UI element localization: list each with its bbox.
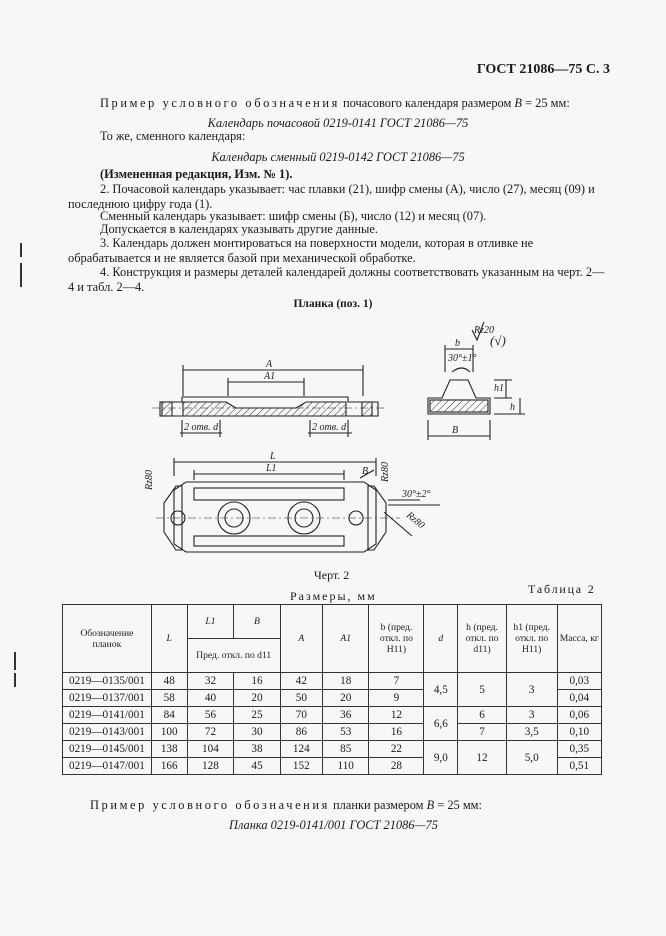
label-check: (√) <box>490 333 506 348</box>
paragraph-shift: Сменный календарь указывает: шифр смены (Б), число (12) и месяц (07). <box>100 209 487 223</box>
example-line-2 <box>90 798 630 813</box>
drawing-caption: Черт. 2 <box>314 568 350 582</box>
table-row <box>63 673 602 690</box>
cell-B: 38 <box>234 741 281 758</box>
table-title: Размеры, мм <box>290 589 377 603</box>
cell-B: 30 <box>234 724 281 741</box>
cell-A1: 18 <box>322 673 369 690</box>
plate-hatch <box>183 402 346 416</box>
cell-L1: 56 <box>187 707 234 724</box>
cell-b: 28 <box>369 758 424 775</box>
page-header: ГОСТ 21086—75 С. 3 <box>476 62 610 77</box>
cell-b: 22 <box>369 741 424 758</box>
designation-1: Календарь почасовой 0219-0141 ГОСТ 21086—75 <box>207 116 469 130</box>
col-A1: A1 <box>322 605 369 673</box>
plate-top-outline <box>174 482 376 552</box>
side-hatch <box>430 400 488 412</box>
b-variable-2: B <box>426 798 435 812</box>
margin-mark <box>14 652 16 670</box>
cell-mass: 0,06 <box>557 707 601 724</box>
same-text: То же, сменного календаря: <box>100 129 246 143</box>
col-b: b (пред. откл. по H11) <box>369 605 424 673</box>
cell-A1: 53 <box>322 724 369 741</box>
table-label: Таблица 2 <box>528 582 596 596</box>
cell-A: 42 <box>280 673 322 690</box>
cell-A1: 20 <box>322 690 369 707</box>
plate-hatch-right <box>362 402 372 416</box>
col-tolerance: Пред. откл. по d11 <box>187 639 280 673</box>
label-rz80-left: Rz80 <box>144 470 155 490</box>
cell-A: 70 <box>280 707 322 724</box>
cell-mass: 0,04 <box>557 690 601 707</box>
cell-d: 4,5 <box>424 673 458 707</box>
cell-b: 7 <box>369 673 424 690</box>
cell-A1: 85 <box>322 741 369 758</box>
table-row <box>63 707 602 724</box>
cell-A1: 110 <box>322 758 369 775</box>
cell-L: 84 <box>151 707 187 724</box>
table-row <box>63 741 602 758</box>
example-spaced: Пример условного обозначения <box>100 96 340 110</box>
cell-designation: 0219—0147/001 <box>63 758 152 775</box>
col-h1: h1 (пред. откл. по H11) <box>506 605 557 673</box>
label-A1: A1 <box>264 371 276 382</box>
example2-spaced: Пример условного обозначения <box>90 798 330 812</box>
cell-mass: 0,10 <box>557 724 601 741</box>
label-angle1: 30°±1° <box>448 353 477 364</box>
label-b: b <box>455 338 460 349</box>
col-L1: L1 <box>187 605 234 639</box>
col-B: B <box>234 605 281 639</box>
label-holes-right: 2 отв. d <box>312 422 347 433</box>
label-holes-left: 2 отв. d <box>184 422 219 433</box>
b-variable: B <box>514 96 522 110</box>
cell-designation: 0219—0143/001 <box>63 724 152 741</box>
cell-d: 9,0 <box>424 741 458 775</box>
col-h: h (пред. откл. по d11) <box>458 605 507 673</box>
cell-designation: 0219—0137/001 <box>63 690 152 707</box>
label-L: L <box>270 451 276 462</box>
cell-L: 58 <box>151 690 187 707</box>
cell-B: 25 <box>234 707 281 724</box>
label-rz20: Rz20 <box>474 325 494 336</box>
cell-A1: 36 <box>322 707 369 724</box>
cell-L: 100 <box>151 724 187 741</box>
cell-A: 124 <box>280 741 322 758</box>
cell-A: 86 <box>280 724 322 741</box>
col-A: A <box>280 605 322 673</box>
cell-mass: 0,03 <box>557 673 601 690</box>
cell-L: 138 <box>151 741 187 758</box>
col-L: L <box>151 605 187 673</box>
cell-L1: 72 <box>187 724 234 741</box>
revision-note: (Измененная редакция, Изм. № 1). <box>100 167 293 181</box>
example-rest: почасового календаря размером <box>339 96 515 110</box>
cell-designation: 0219—0145/001 <box>63 741 152 758</box>
label-h: h <box>510 402 515 413</box>
col-d: d <box>424 605 458 673</box>
cell-A: 152 <box>280 758 322 775</box>
cell-B: 16 <box>234 673 281 690</box>
label-rz80-top: Rz80 <box>380 462 391 482</box>
cell-h1: 3 <box>506 707 557 724</box>
designation-2: Календарь сменный 0219-0142 ГОСТ 21086—75 <box>211 150 465 164</box>
paragraph-4: 4. Конструкция и размеры деталей календарей должны соответствовать указанным на черт. 2—4 и табл. 2—4. <box>68 265 605 294</box>
cell-designation: 0219—0141/001 <box>63 707 152 724</box>
cell-B: 20 <box>234 690 281 707</box>
col-designation: Обозначение планок <box>63 605 152 673</box>
plate-hatch-left <box>162 402 172 416</box>
cell-b: 16 <box>369 724 424 741</box>
cell-B: 45 <box>234 758 281 775</box>
cell-h1: 3 <box>506 673 557 707</box>
label-B-top: B <box>362 466 369 477</box>
top-slot-upper <box>194 488 344 500</box>
cell-h: 12 <box>458 741 507 775</box>
cell-h: 6 <box>458 707 507 724</box>
drawing-title: Планка (поз. 1) <box>293 298 373 310</box>
cell-h: 5 <box>458 673 507 707</box>
cell-mass: 0,35 <box>557 741 601 758</box>
cell-L: 166 <box>151 758 187 775</box>
label-B-side: B <box>452 425 459 436</box>
paragraph-allowed: Допускается в календарях указывать другие данные. <box>100 222 378 236</box>
label-rz80-right: Rz80 <box>404 509 427 532</box>
cell-A: 50 <box>280 690 322 707</box>
cell-L1: 104 <box>187 741 234 758</box>
cell-h1: 3,5 <box>506 724 557 741</box>
cell-designation: 0219—0135/001 <box>63 673 152 690</box>
label-h1: h1 <box>494 383 504 394</box>
example-eq: = 25 мм: <box>522 96 570 110</box>
cell-h1: 5,0 <box>506 741 557 775</box>
paragraph-3: 3. Календарь должен монтироваться на поверхности модели, которая в отливке не обрабатывается и не является базой при механической обработке. <box>68 236 534 265</box>
paragraph-2: 2. Почасовой календарь указывает: час плавки (21), шифр смены (А), число (27), месяц (09) и последнюю цифру года (1). <box>68 182 595 211</box>
cell-b: 12 <box>369 707 424 724</box>
cell-mass: 0,51 <box>557 758 601 775</box>
top-slot-lower <box>194 536 344 546</box>
cell-h: 7 <box>458 724 507 741</box>
cell-d: 6,6 <box>424 707 458 741</box>
example2-rest: планки размером <box>329 798 427 812</box>
table-row <box>63 724 602 741</box>
label-L1: L1 <box>266 463 277 474</box>
cell-L1: 40 <box>187 690 234 707</box>
cell-L1: 32 <box>187 673 234 690</box>
col-mass: Масса, кг <box>557 605 601 673</box>
margin-mark <box>14 673 16 687</box>
cell-L: 48 <box>151 673 187 690</box>
cell-L1: 128 <box>187 758 234 775</box>
label-angle2: 30°±2° <box>402 489 431 500</box>
dimensions-table <box>62 604 602 775</box>
cell-b: 9 <box>369 690 424 707</box>
label-A: A <box>266 359 273 370</box>
example2-eq: = 25 мм: <box>434 798 482 812</box>
designation-3: Планка 0219-0141/001 ГОСТ 21086—75 <box>229 818 438 832</box>
